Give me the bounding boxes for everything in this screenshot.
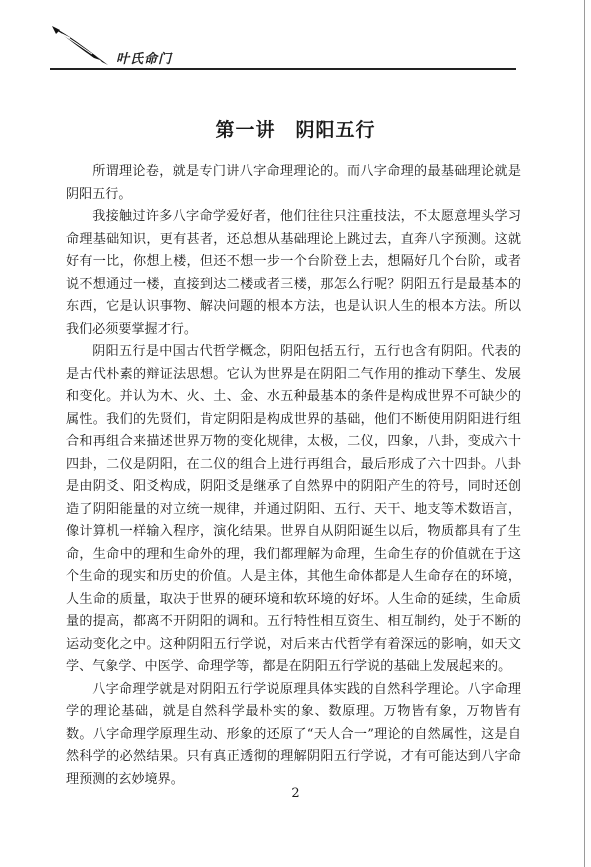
page-header [50,18,515,70]
fountain-pen-icon [50,24,114,72]
body-text [66,161,521,791]
paragraph: 八字命理学就是对阴阳五行学说原理具体实践的自然科学理论。八字命理学的理论基础，就是自然科学最朴实的象、数原理。万物皆有象，万物皆有数。八字命理学原理生动、形象的还原了“天人合一”理论的自然属性，这是自然科学的必然结果。只有真正透彻的理解阴阳五行学说，才有可能达到八字命理预测的玄妙境界。 [66,681,521,787]
paragraph: 阴阳五行是中国古代哲学概念，阴阳包括五行，五行也含有阴阳。代表的是古代朴素的辩证法思想。它认为世界是在阴阳二气作用的推动下孳生、发展和变化。并认为木、火、土、金、水五种最基本的条件是构成世界不可缺少的属性。我们的先贤们，肯定阴阳是构成世界的基础，他们不断使用阴阳进行组合和再组合来描述世界万物的变化规律，太极，二仪，四象，八卦，变成六十四卦，二仪是阴阳，在二仪的组合上进行再组合，最后形成了六十四卦。八卦是由阴爻、阳爻构成，阴阳爻是继承了自然界中的阴阳产生的符号，同时还创造了阴阳能量的对立统一规律，并通过阴阳、五行、天干、地支等术数语言，像计算机一样输入程序，演化结果。世界自从阴阳诞生以后，物质都具有了生命，生命中的理和生命外的理，我们都理解为命理，生命生存的价值就在于这个生命的现实和历史的价值。人是主体，其他生命体都是人生命存在的环境，人生命的质量，取决于世界的硬环境和软环境的好坏。人生命的延续，生命质量的提高，都离不开阴阳的调和。五行特性相互资生、相互制约，处于不断的运动变化之中。这种阴阳五行学说，对后来古代哲学有着深远的影响，如天文学、气象学、中医学、命理学等，都是在阴阳五行学说的基础上发展起来的。 [66,344,521,674]
paragraph: 所谓理论卷，就是专门讲八字命理理论的。而八字命理的最基础理论就是阴阳五行。 [66,164,521,202]
scan-edge-divider [584,0,585,867]
page-number: 2 [291,786,300,801]
chapter-title: 第一讲 阴阳五行 [215,119,376,141]
header-divider [50,68,516,70]
paragraph: 我接触过许多八字命学爱好者，他们往往只注重技法，不太愿意埋头学习命理基础知识，更有甚者，还总想从基础理论上跳过去，直奔八字预测。这就好有一比，你想上楼，但还不想一步一个台阶登上去，想隔好几个台阶，或者说不想通过一楼，直接到达二楼或者三楼，那怎么行呢？阴阳五行是最基本的东西，它是认识事物、解决问题的根本方法，也是认识人生的根本方法。所以我们必须要掌握才行。 [66,209,521,337]
header-title: 叶氏命门 [116,52,173,67]
